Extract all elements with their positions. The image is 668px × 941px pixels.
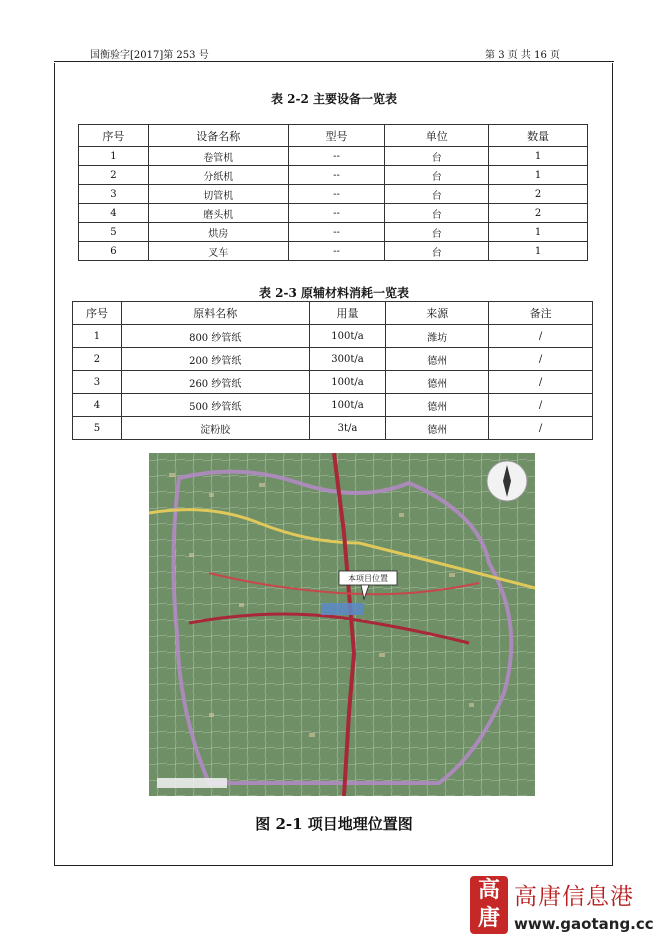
table-cell: 德州: [386, 417, 489, 440]
column-header: 原料名称: [121, 302, 309, 325]
table-cell: 300t/a: [309, 348, 386, 371]
watermark-logo: 高 唐: [470, 876, 508, 934]
table-row: [79, 185, 588, 204]
materials-table-body: [73, 325, 593, 440]
map-scale-bar: [157, 778, 227, 788]
figure-caption: 图 2-1 项目地理位置图: [255, 815, 413, 833]
table-cell: 100t/a: [309, 325, 386, 348]
table-row: [79, 223, 588, 242]
table-row: [73, 325, 593, 348]
table-cell: --: [288, 204, 385, 223]
column-header: 单位: [385, 125, 489, 147]
column-header: 数量: [489, 125, 588, 147]
table-cell: 台: [385, 166, 489, 185]
equipment-table: [78, 124, 588, 261]
table-cell: 800 纱管纸: [121, 325, 309, 348]
table-header-row: [79, 125, 588, 147]
column-header: 来源: [386, 302, 489, 325]
table-cell: 烘房: [148, 223, 288, 242]
table-cell: 5: [73, 417, 122, 440]
table-cell: 100t/a: [309, 394, 386, 417]
table-cell: --: [288, 185, 385, 204]
table-cell: 200 纱管纸: [121, 348, 309, 371]
table-cell: 3: [73, 371, 122, 394]
table-cell: 260 纱管纸: [121, 371, 309, 394]
equipment-table-caption: 表 2-2 主要设备一览表: [270, 92, 398, 106]
table-cell: 德州: [386, 394, 489, 417]
table-row: [79, 204, 588, 223]
table-cell: 1: [489, 223, 588, 242]
table-cell: 台: [385, 223, 489, 242]
table-cell: 4: [73, 394, 122, 417]
table-row: [79, 166, 588, 185]
table-cell: 分纸机: [148, 166, 288, 185]
table-cell: 德州: [386, 371, 489, 394]
table-cell: --: [288, 242, 385, 261]
column-header: 序号: [73, 302, 122, 325]
map-graphic: [149, 453, 535, 796]
table-row: [73, 348, 593, 371]
equipment-table-body: [79, 147, 588, 261]
table-cell: 潍坊: [386, 325, 489, 348]
table-row: [79, 147, 588, 166]
table-cell: 切管机: [148, 185, 288, 204]
page-number: 第 3 页 共 16 页: [485, 50, 560, 61]
table-cell: /: [489, 348, 593, 371]
table-cell: --: [288, 147, 385, 166]
table-cell: 3t/a: [309, 417, 386, 440]
table-cell: 500 纱管纸: [121, 394, 309, 417]
table-header-row: [73, 302, 593, 325]
table-cell: 1: [73, 325, 122, 348]
document-number: 国衡验字[2017]第 253 号: [90, 50, 209, 61]
location-map: [149, 453, 535, 796]
materials-table: [72, 301, 593, 440]
table-cell: 1: [489, 242, 588, 261]
table-cell: 台: [385, 204, 489, 223]
table-cell: 100t/a: [309, 371, 386, 394]
table-cell: /: [489, 417, 593, 440]
table-cell: 2: [489, 204, 588, 223]
column-header: 设备名称: [148, 125, 288, 147]
table-cell: 4: [79, 204, 149, 223]
table-cell: 台: [385, 147, 489, 166]
table-cell: 叉车: [148, 242, 288, 261]
column-header: 序号: [79, 125, 149, 147]
column-header: 备注: [489, 302, 593, 325]
table-cell: 台: [385, 242, 489, 261]
table-cell: 台: [385, 185, 489, 204]
table-cell: 卷管机: [148, 147, 288, 166]
table-cell: 淀粉胶: [121, 417, 309, 440]
header-rule: [54, 61, 614, 62]
map-marker-label: 本项目位置: [348, 574, 388, 583]
table-cell: 2: [79, 166, 149, 185]
table-cell: 2: [73, 348, 122, 371]
table-cell: 磨头机: [148, 204, 288, 223]
table-row: [73, 417, 593, 440]
materials-table-caption: 表 2-3 原辅材料消耗一览表: [258, 286, 410, 300]
table-cell: /: [489, 325, 593, 348]
table-row: [73, 394, 593, 417]
table-cell: --: [288, 166, 385, 185]
table-cell: /: [489, 394, 593, 417]
watermark-name: 高唐信息港: [514, 884, 634, 910]
column-header: 用量: [309, 302, 386, 325]
table-cell: /: [489, 371, 593, 394]
column-header: 型号: [288, 125, 385, 147]
table-row: [79, 242, 588, 261]
table-cell: --: [288, 223, 385, 242]
table-cell: 1: [489, 166, 588, 185]
table-cell: 2: [489, 185, 588, 204]
table-cell: 5: [79, 223, 149, 242]
watermark-url: www.gaotang.cc: [514, 915, 654, 933]
table-cell: 6: [79, 242, 149, 261]
table-row: [73, 371, 593, 394]
table-cell: 1: [79, 147, 149, 166]
table-cell: 3: [79, 185, 149, 204]
table-cell: 德州: [386, 348, 489, 371]
table-cell: 1: [489, 147, 588, 166]
